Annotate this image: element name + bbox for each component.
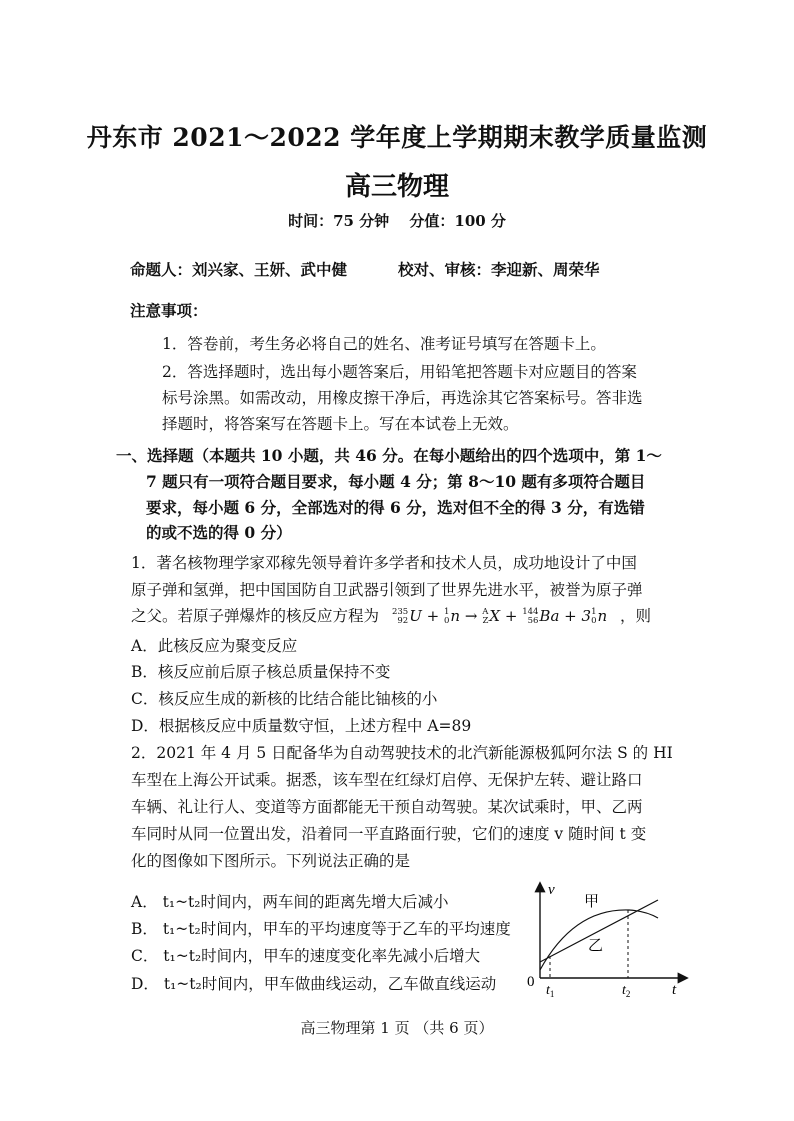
graph-t1-label: $t_1$ (546, 983, 555, 998)
graph-label-yi: 乙 (588, 936, 604, 954)
u-iso: 235 92 (391, 607, 409, 626)
graph-y-label: v (548, 882, 555, 898)
velocity-time-graph (524, 878, 694, 998)
page-footer: 高三物理第 1 页 （共 6 页） (300, 1019, 494, 1037)
reviewers: 校对、审核：李迎新、周荣华 (398, 260, 600, 279)
q1-line-3 (131, 604, 651, 626)
x-iso: A Z (482, 607, 489, 626)
authors: 命题人：刘兴家、王妍、武中健 (130, 260, 348, 279)
q2-option-a: A． t₁~t₂时间内，两车间的距离先增大后减小 (131, 893, 449, 911)
q1-line-3-prefix: 之父。若原子弹爆炸的核反应方程为 (131, 607, 380, 625)
n2-iso: 1 0 (591, 607, 597, 626)
notes-heading: 注意事项： (130, 301, 208, 320)
graph-label-jia: 甲 (584, 892, 600, 910)
exam-title: 丹东市 2021～2022 学年度上学期期末教学质量监测 (86, 123, 708, 152)
graph-x-label: t (672, 982, 677, 998)
q2-line-3: 车辆、礼让行人、变道等方面都能无干预自动驾驶。某次试乘时，甲、乙两 (131, 798, 643, 816)
nuclear-reaction-formula: 235 92U + 1 0n → A ZX + 144 56Ba + 31 0n (391, 607, 608, 626)
q2-line-5: 化的图像如下图所示。下列说法正确的是 (131, 852, 411, 870)
q1-option-b: B．核反应前后原子核总质量保持不变 (131, 663, 391, 681)
q2-option-d: D． t₁~t₂时间内，甲车做曲线运动，乙车做直线运动 (131, 975, 497, 993)
section1-line-2: 7 题只有一项符合题目要求，每小题 4 分；第 8～10 题有多项符合题目 (146, 472, 646, 491)
section1-line-3: 要求，每小题 6 分，全部选对的得 6 分，选对但不全的得 3 分，有选错 (146, 498, 645, 517)
q2-line-2: 车型在上海公开试乘。据悉，该车型在红绿灯启停、无保护左转、避让路口 (131, 771, 643, 789)
ba-iso: 144 56 (522, 607, 539, 626)
q2-option-b: B． t₁~t₂时间内，甲车的平均速度等于乙车的平均速度 (131, 920, 511, 938)
subject-title: 高三物理 (344, 172, 449, 202)
notes-item-2-line-1: 2．答选择题时，选出每小题答案后，用铅笔把答题卡对应题目的答案 (162, 363, 637, 381)
q2-option-c: C． t₁~t₂时间内，甲车的速度变化率先减小后增大 (131, 947, 481, 965)
notes-item-2-line-3: 择题时，将答案写在答题卡上。写在本试卷上无效。 (162, 415, 519, 433)
notes-item-2-line-2: 标号涂黑。如需改动，用橡皮擦干净后，再选涂其它答案标号。答非选 (162, 389, 643, 407)
n-iso: 1 0 (443, 607, 450, 626)
q1-line-2: 原子弹和氢弹，把中国国防自卫武器引领到了世界先进水平，被誉为原子弹 (131, 581, 643, 599)
graph-t2-label: $t_2$ (622, 983, 631, 998)
graph-origin: 0 (527, 974, 535, 990)
q1-option-a: A．此核反应为聚变反应 (131, 637, 298, 655)
q2-line-1: 2．2021 年 4 月 5 日配备华为自动驾驶技术的北汽新能源极狐阿尔法 S 的 HI (131, 744, 673, 762)
section1-line-4: 的或不选的得 0 分） (146, 523, 292, 542)
section1-line-1: 一、选择题（本题共 10 小题，共 46 分。在每小题给出的四个选项中，第 1～ (116, 446, 662, 465)
q1-option-d: D．根据核反应中质量数守恒，上述方程中 A=89 (131, 717, 472, 735)
notes-item-1: 1．答卷前，考生务必将自己的姓名、准考证号填写在答题卡上。 (162, 335, 606, 353)
q1-line-1: 1．著名核物理学家邓稼先领导着许多学者和技术人员，成功地设计了中国 (131, 554, 637, 572)
q1-option-c: C．核反应生成的新核的比结合能比铀核的小 (131, 690, 438, 708)
q1-line-3-suffix: ，则 (619, 607, 651, 625)
exam-meta: 时间：75 分钟 分值：100 分 (288, 212, 506, 230)
q2-line-4: 车同时从同一位置出发，沿着同一平直路面行驶，它们的速度 v 随时间 t 变 (131, 825, 647, 843)
